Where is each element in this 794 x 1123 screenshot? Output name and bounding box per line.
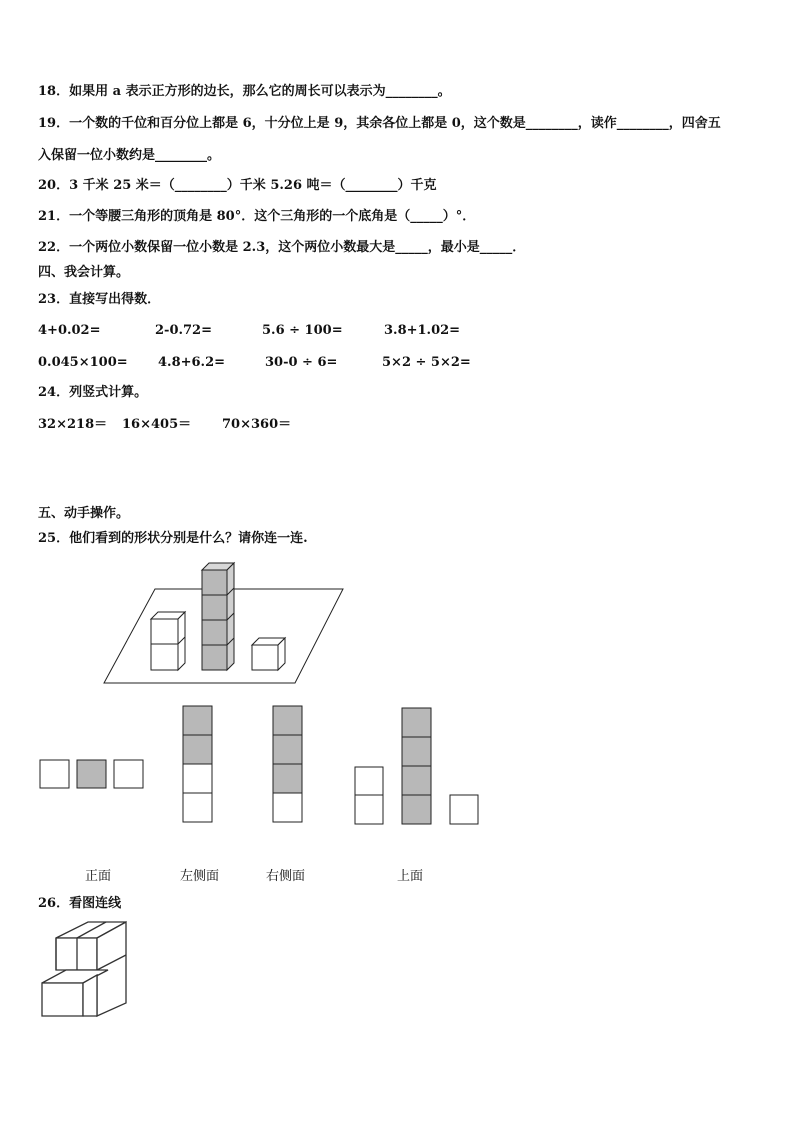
question-21: 21．一个等腰三角形的顶角是 80°．这个三角形的一个底角是（_____）°．: [38, 209, 476, 224]
calc-item: 0.045×100=: [38, 355, 128, 370]
section-5-title: 五、动手操作。: [38, 506, 130, 521]
calc-item: 4.8+6.2=: [158, 355, 226, 370]
question-19-line2: 入保留一位小数约是________。: [38, 148, 221, 163]
question-25: 25．他们看到的形状分别是什么？请你连一连.: [38, 531, 308, 546]
label-right-side: 右侧面: [266, 869, 306, 884]
calc-item: 2-0.72=: [155, 323, 212, 338]
view-option-3: [273, 706, 302, 822]
question-18: 18．如果用 a 表示正方形的边长，那么它的周长可以表示为________。: [38, 84, 451, 99]
question-23: 23．直接写出得数．: [38, 292, 161, 307]
calc-item: 5×2 ÷ 5×2=: [382, 355, 471, 370]
view-option-1: [40, 760, 143, 788]
calc-item: 70×360＝: [222, 417, 292, 432]
view-option-2: [183, 706, 212, 822]
question-22: 22．一个两位小数保留一位小数是 2.3，这个两位小数最大是_____，最小是_____．: [38, 240, 526, 255]
q26-figure: [42, 922, 126, 1016]
question-26: 26．看图连线: [38, 896, 122, 911]
cube-stack-left: [151, 612, 185, 670]
question-24: 24．列竖式计算。: [38, 385, 148, 400]
cube-single-right: [252, 638, 285, 670]
view-option-4: [355, 708, 478, 824]
question-19-line1: 19．一个数的千位和百分位上都是 6，十分位上是 9，其余各位上都是 0，这个数是________，读作________，四舍五: [38, 116, 721, 131]
calc-item: 3.8+1.02=: [384, 323, 461, 338]
calc-item: 30-0 ÷ 6=: [265, 355, 338, 370]
calc-item: 32×218＝: [38, 417, 108, 432]
label-front: 正面: [85, 869, 112, 884]
cube-stack-middle: [202, 563, 234, 670]
calc-item: 4+0.02=: [38, 323, 101, 338]
calc-item: 16×405＝: [122, 417, 192, 432]
label-left-side: 左侧面: [180, 869, 220, 884]
question-20: 20．3 千米 25 米＝（________）千米 5.26 吨＝（________）千克: [38, 178, 437, 193]
calc-item: 5.6 ÷ 100=: [262, 323, 343, 338]
label-top: 上面: [397, 869, 424, 884]
section-4-title: 四、我会计算。: [38, 265, 130, 280]
